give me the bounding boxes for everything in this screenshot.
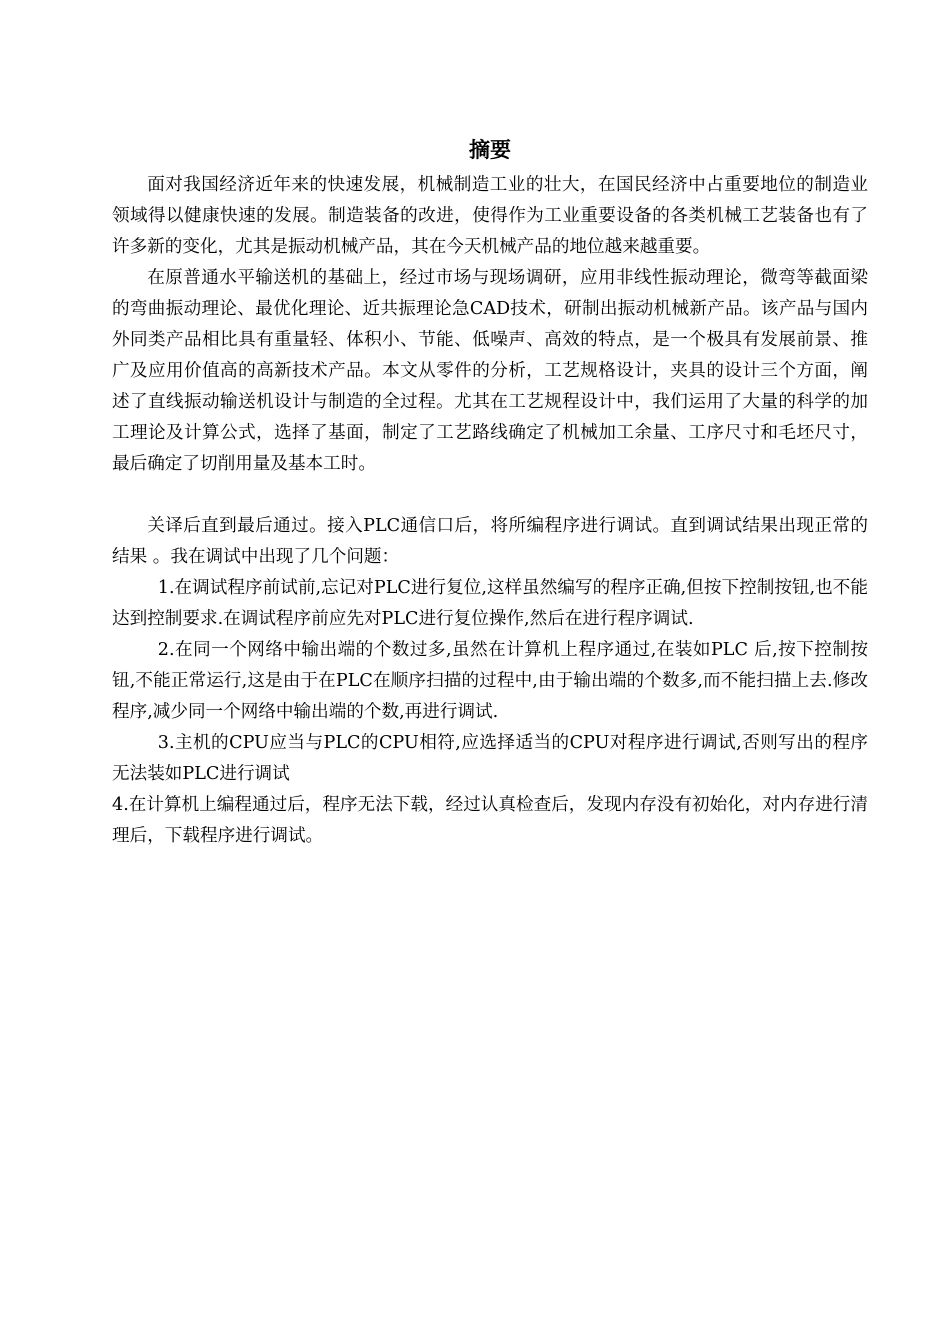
debug-intro-paragraph xyxy=(112,511,868,573)
list-item-3: 3.主机的CPU应当与PLC的CPU相符,应选择适当的CPU对程序进行调试,否则写出的程序无法装如PLC进行调试 xyxy=(112,733,868,784)
debug-intro-text: 译后直到最后通过。接入PLC通信口后，将所编程序进行调试。直到调试结果出现正常的结果 。我在调试中出现了几个问题： xyxy=(112,516,868,567)
list-item-4: 4.在计算机上编程通过后，程序无法下载，经过认真检查后，发现内存没有初始化，对内存进行清理后，下载程序进行调试。 xyxy=(112,795,868,846)
document-page xyxy=(112,134,868,852)
abstract-paragraph-1: 面对我国经济近年来的快速发展，机械制造工业的壮大，在国民经济中占重要地位的制造业领域得以健康快速的发展。制造装备的改进，使得作为工业重要设备的各类机械工艺装备也有了许多新的变化，尤其是振动机械产品，其在今天机械产品的地位越来越重要。 xyxy=(112,175,868,257)
list-item-1: 1.在调试程序前试前,忘记对PLC进行复位,这样虽然编写的程序正确,但按下控制按钮,也不能达到控制要求.在调试程序前应先对PLC进行复位操作,然后在进行程序调试. xyxy=(112,578,868,629)
keyword-lead: 关 xyxy=(147,516,166,536)
list-item-2: 2.在同一个网络中输出端的个数过多,虽然在计算机上程序通过,在装如PLC 后,按下控制按钮,不能正常运行,这是由于在PLC在顺序扫描的过程中,由于输出端的个数多,而不能扫描上去.修改程序,减少同一个网络中输出端的个数,再进行调试. xyxy=(112,640,868,722)
page-title: 摘要 xyxy=(469,138,511,162)
abstract-paragraph-2: 在原普通水平输送机的基础上，经过市场与现场调研，应用非线性振动理论，微弯等截面梁的弯曲振动理论、最优化理论、近共振理论急CAD技术，研制出振动机械新产品。该产品与国内外同类产品相比具有重量轻、体积小、节能、低噪声、高效的特点，是一个极具有发展前景、推广及应用价值高的高新技术产品。本文从零件的分析，工艺规格设计，夹具的设计三个方面，阐述了直线振动输送机设计与制造的全过程。尤其在工艺规程设计中，我们运用了大量的科学的加工理论及计算公式，选择了基面，制定了工艺路线确定了机械加工余量、工序尺寸和毛坯尺寸，最后确定了切削用量及基本工时。 xyxy=(112,268,868,474)
